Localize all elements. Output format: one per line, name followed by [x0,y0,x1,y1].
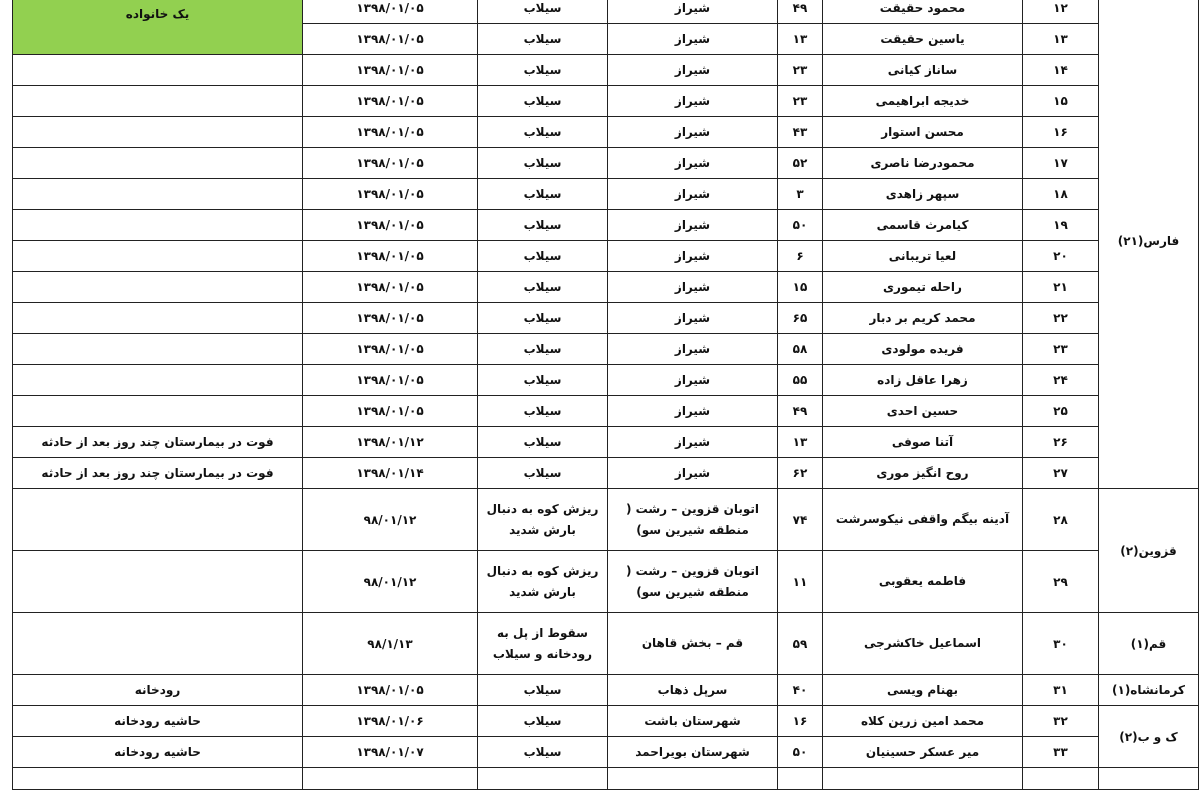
place-cell: شیراز [608,210,778,241]
row-number: ۲۲ [1023,303,1099,334]
table-row [13,675,1199,706]
cause-cell: سیلاب [478,241,608,272]
table-row [13,334,1199,365]
cause-cell: سیلاب [478,675,608,706]
name-cell: روح انگیز موری [823,458,1023,489]
date-cell: ۱۳۹۸/۰۱/۰۵ [303,117,478,148]
row-number: ۲۳ [1023,334,1099,365]
province-cell-fars: فارس(۲۱) [1099,0,1199,489]
date-cell: ۱۳۹۸/۰۱/۰۵ [303,24,478,55]
table-row [13,458,1199,489]
date-cell: ۱۳۹۸/۰۱/۰۵ [303,86,478,117]
table-row [13,489,1199,551]
cause-cell: سیلاب [478,272,608,303]
name-cell: زهرا عاقل زاده [823,365,1023,396]
date-cell: ۱۳۹۸/۰۱/۰۵ [303,179,478,210]
name-cell: راحله تیموری [823,272,1023,303]
date-cell: ۱۳۹۸/۰۱/۱۲ [303,427,478,458]
note-cell [13,148,303,179]
age-cell: ۵۲ [778,148,823,179]
cause-cell: سیلاب [478,365,608,396]
cause-cell: ریزش کوه به دنبال بارش شدید [478,551,608,613]
table-row-empty [13,768,1199,790]
age-cell: ۷۴ [778,489,823,551]
empty-cell [778,768,823,790]
row-number: ۲۵ [1023,396,1099,427]
age-cell: ۴۹ [778,0,823,24]
empty-cell [823,768,1023,790]
place-cell: شیراز [608,303,778,334]
date-cell: ۹۸/۰۱/۱۲ [303,551,478,613]
cause-cell: سیلاب [478,55,608,86]
empty-cell [608,768,778,790]
name-cell: فریده مولودی [823,334,1023,365]
place-cell: اتوبان قزوین – رشت ( منطقه شیرین سو) [608,551,778,613]
date-cell: ۱۳۹۸/۰۱/۰۵ [303,55,478,86]
table-row [13,551,1199,613]
age-cell: ۱۳ [778,427,823,458]
date-cell: ۱۳۹۸/۰۱/۰۶ [303,706,478,737]
cause-cell: سیلاب [478,303,608,334]
date-cell: ۱۳۹۸/۰۱/۰۵ [303,303,478,334]
cause-cell: سیلاب [478,458,608,489]
place-cell: شیراز [608,86,778,117]
date-cell: ۱۳۹۸/۰۱/۰۵ [303,0,478,24]
place-cell: شیراز [608,179,778,210]
cause-cell: سیلاب [478,334,608,365]
province-cell-kb: ک و ب(۲) [1099,706,1199,768]
date-cell: ۱۳۹۸/۰۱/۰۵ [303,365,478,396]
date-cell: ۱۳۹۸/۰۱/۰۷ [303,737,478,768]
age-cell: ۶ [778,241,823,272]
cause-cell: سیلاب [478,427,608,458]
place-cell: شیراز [608,272,778,303]
table-row [13,148,1199,179]
date-cell: ۱۳۹۸/۰۱/۰۵ [303,272,478,303]
place-cell: شیراز [608,396,778,427]
table-row [13,613,1199,675]
date-cell: ۹۸/۱/۱۳ [303,613,478,675]
row-number: ۱۸ [1023,179,1099,210]
date-cell: ۱۳۹۸/۰۱/۰۵ [303,210,478,241]
empty-cell [13,768,303,790]
name-cell: محمودرضا ناصری [823,148,1023,179]
row-number: ۱۵ [1023,86,1099,117]
name-cell: محمد کریم بر دبار [823,303,1023,334]
cause-cell: سیلاب [478,148,608,179]
cause-cell: سیلاب [478,737,608,768]
row-number: ۲۹ [1023,551,1099,613]
place-cell: شیراز [608,148,778,179]
date-cell: ۱۳۹۸/۰۱/۰۵ [303,148,478,179]
table-row [13,272,1199,303]
table-row [13,396,1199,427]
age-cell: ۲۳ [778,55,823,86]
empty-cell [1099,768,1199,790]
empty-cell [303,768,478,790]
note-cell [13,551,303,613]
name-cell: محسن استوار [823,117,1023,148]
row-number: ۱۴ [1023,55,1099,86]
cause-cell: سیلاب [478,0,608,24]
place-cell: قم – بخش قاهان [608,613,778,675]
note-cell [13,241,303,272]
name-cell: اسماعیل خاکشرجی [823,613,1023,675]
row-number: ۱۲ [1023,0,1099,24]
table-row [13,117,1199,148]
name-cell: آدینه بیگم واقفی نیکوسرشت [823,489,1023,551]
place-cell: سرپل ذهاب [608,675,778,706]
place-cell: شیراز [608,365,778,396]
row-number: ۲۱ [1023,272,1099,303]
table-row [13,179,1199,210]
date-cell: ۱۳۹۸/۰۱/۰۵ [303,241,478,272]
date-cell: ۹۸/۰۱/۱۲ [303,489,478,551]
note-cell [13,210,303,241]
note-cell: حاشیه رودخانه [13,737,303,768]
note-cell [13,179,303,210]
age-cell: ۴۳ [778,117,823,148]
age-cell: ۱۱ [778,551,823,613]
row-number: ۳۰ [1023,613,1099,675]
age-cell: ۵۰ [778,210,823,241]
place-cell: شیراز [608,334,778,365]
note-cell [13,55,303,86]
age-cell: ۲۳ [778,86,823,117]
empty-cell [1023,768,1099,790]
age-cell: ۶۲ [778,458,823,489]
note-cell: فوت در بیمارستان چند روز بعد از حادثه [13,427,303,458]
cause-cell: سیلاب [478,179,608,210]
table-row [13,365,1199,396]
casualty-table [12,0,1199,790]
cause-cell: سیلاب [478,396,608,427]
cause-cell: سیلاب [478,24,608,55]
note-cell [13,303,303,334]
cause-cell: سیلاب [478,706,608,737]
note-cell [13,272,303,303]
cause-cell: سقوط از پل به رودخانه و سیلاب [478,613,608,675]
name-cell: لعیا تریبانی [823,241,1023,272]
age-cell: ۴۹ [778,396,823,427]
row-number: ۱۹ [1023,210,1099,241]
empty-cell [478,768,608,790]
name-cell: میر عسکر حسینیان [823,737,1023,768]
place-cell: شیراز [608,241,778,272]
table-row [13,427,1199,458]
name-cell: یاسین حقیقت [823,24,1023,55]
name-cell: فاطمه یعقوبی [823,551,1023,613]
name-cell: ساناز کیانی [823,55,1023,86]
row-number: ۳۱ [1023,675,1099,706]
place-cell: شهرستان بویراحمد [608,737,778,768]
age-cell: ۵۵ [778,365,823,396]
note-cell: فوت در بیمارستان چند روز بعد از حادثه [13,458,303,489]
province-cell-kermanshah: کرمانشاه(۱) [1099,675,1199,706]
age-cell: ۱۶ [778,706,823,737]
province-cell-qom: قم(۱) [1099,613,1199,675]
table-row [13,241,1199,272]
cause-cell: سیلاب [478,86,608,117]
place-cell: شیراز [608,427,778,458]
row-number: ۲۶ [1023,427,1099,458]
age-cell: ۵۸ [778,334,823,365]
cause-cell: ریزش کوه به دنبال بارش شدید [478,489,608,551]
age-cell: ۳ [778,179,823,210]
table-row [13,0,1199,24]
row-number: ۱۳ [1023,24,1099,55]
place-cell: اتوبان قزوین – رشت ( منطقه شیرین سو) [608,489,778,551]
age-cell: ۵۰ [778,737,823,768]
row-number: ۱۷ [1023,148,1099,179]
note-cell [13,613,303,675]
row-number: ۲۴ [1023,365,1099,396]
place-cell: شیراز [608,117,778,148]
note-cell: رودخانه [13,675,303,706]
name-cell: خدیجه ابراهیمی [823,86,1023,117]
cause-cell: سیلاب [478,117,608,148]
cause-cell: سیلاب [478,210,608,241]
date-cell: ۱۳۹۸/۰۱/۰۵ [303,396,478,427]
place-cell: شیراز [608,24,778,55]
table-row [13,210,1199,241]
place-cell: شهرستان باشت [608,706,778,737]
note-cell [13,86,303,117]
note-cell: حاشیه رودخانه [13,706,303,737]
note-cell [13,365,303,396]
row-number: ۳۲ [1023,706,1099,737]
place-cell: شیراز [608,55,778,86]
age-cell: ۴۰ [778,675,823,706]
table-row [13,737,1199,768]
table-body [13,0,1199,790]
note-cell [13,117,303,148]
name-cell: محمد امین زرین کلاه [823,706,1023,737]
row-number: ۲۰ [1023,241,1099,272]
age-cell: ۱۵ [778,272,823,303]
row-number: ۱۶ [1023,117,1099,148]
row-number: ۲۸ [1023,489,1099,551]
age-cell: ۵۹ [778,613,823,675]
date-cell: ۱۳۹۸/۰۱/۱۴ [303,458,478,489]
date-cell: ۱۳۹۸/۰۱/۰۵ [303,675,478,706]
name-cell: آتنا صوفی [823,427,1023,458]
table-row [13,303,1199,334]
row-number: ۲۷ [1023,458,1099,489]
note-cell [13,489,303,551]
age-cell: ۶۵ [778,303,823,334]
table-row [13,706,1199,737]
note-cell-family: یک خانواده [13,0,303,55]
name-cell: بهنام ویسی [823,675,1023,706]
note-cell [13,334,303,365]
province-cell-qazvin: قزوین(۲) [1099,489,1199,613]
name-cell: حسین احدی [823,396,1023,427]
name-cell: محمود حقیقت [823,0,1023,24]
place-cell: شیراز [608,0,778,24]
place-cell: شیراز [608,458,778,489]
name-cell: کیامرث قاسمی [823,210,1023,241]
row-number: ۳۳ [1023,737,1099,768]
table-row [13,55,1199,86]
name-cell: سپهر زاهدی [823,179,1023,210]
age-cell: ۱۳ [778,24,823,55]
table-row [13,86,1199,117]
note-cell [13,396,303,427]
date-cell: ۱۳۹۸/۰۱/۰۵ [303,334,478,365]
